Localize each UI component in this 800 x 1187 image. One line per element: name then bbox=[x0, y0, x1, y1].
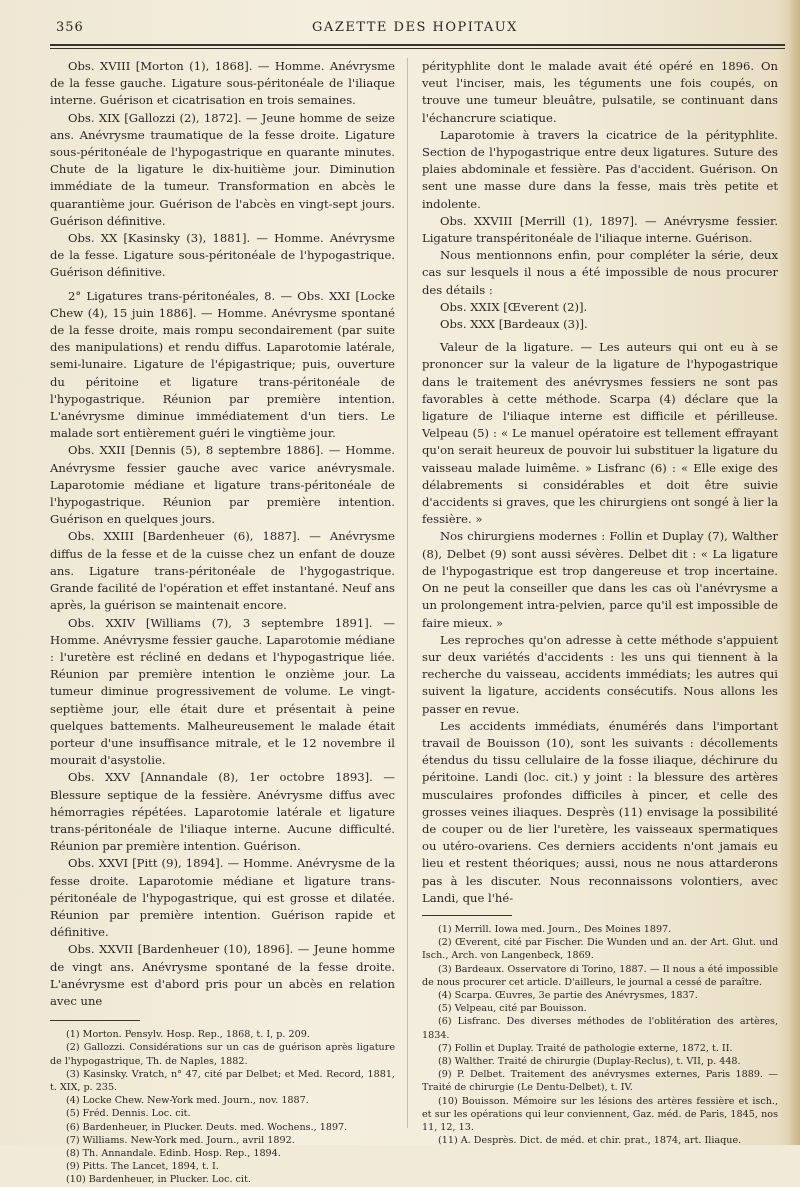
obs-xxiv: Obs. XXIV [Williams (7), 3 septembre 1891]. — Homme. Anévrysme fessier gauche. Laparotomie médiane : l'uretère est récliné en dedans et l'hypogastrique liée. Réunion par première intention le onzième jour. La tumeur diminue progressivement de volume. Le vingt-septième jour, elle était dure et présentait à peine quelques battements. Malheureusement le malade était porteur d'une insuffisance mitrale, et le 12 novembre il mourait d'asystolie. bbox=[50, 615, 395, 768]
footnote: (1) Morton. Pensylv. Hosp. Rep., 1868, t. I, p. 209. bbox=[66, 1029, 310, 1041]
footnote: (5) Fréd. Dennis. Loc. cit. bbox=[66, 1108, 191, 1120]
obs-xx: Obs. XX [Kasinsky (3), 1881]. — Homme. Anévrysme de la fesse. Ligature sous-péritonéale de l'hypogastrique. Guérison définitive. bbox=[50, 231, 395, 280]
footnote: (6) Bardenheuer, in Plucker. Deuts. med. Wochens., 1897. bbox=[66, 1121, 348, 1133]
page-number: 356 bbox=[56, 20, 84, 35]
footnote: (7) Follin et Duplay. Traité de pathologie externe, 1872, t. II. bbox=[438, 1042, 733, 1054]
footnote-rule bbox=[50, 1020, 140, 1021]
header-rule-thin bbox=[50, 48, 785, 49]
footnote: (4) Scarpa. Œuvres, 3e partie des Anévrysmes, 1837. bbox=[438, 989, 698, 1001]
valeur-de-la-ligature: Valeur de la ligature. — Les auteurs qui ont eu à se prononcer sur la valeur de la ligature de l'hypogastrique dans le traitement des anévrysmes fessiers ne sont pas favorables à cette méthode. Scarpa (4) déclare que la ligature de l'iliaque interne est difficile et périlleuse. Velpeau (5) : « Le manuel opératoire est tellement effrayant qu'on serait heureux de pouvoir lui substituer la ligature du vaisseau malade luimême. » Lisfranc (6) : « Elle exige des délabrements si considérables et doit être suivie d'accidents si graves, que les chirurgiens ont songé à lier la fessière. » bbox=[422, 340, 778, 527]
footnote: (3) Bardeaux. Osservatore di Torino, 1887. — Il nous a été impossible de nous procurer cet article. D'ailleurs, le journal a cessé de paraître. bbox=[422, 963, 778, 988]
obs-xxii: Obs. XXII [Dennis (5), 8 septembre 1886]. — Homme. Anévrysme fessier gauche avec varice anévrysmale. Laparotomie médiane et ligature trans-péritonéale de l'hypogastrique. Réunion par première intention. Guérison en quelques jours. bbox=[50, 443, 395, 527]
footnote: (2) Gallozzi. Considérations sur un cas de guérison après ligature de l'hypogastrique, Th. de Naples, 1882. bbox=[50, 1042, 395, 1067]
footnote: (4) Locke Chew. New-York med. Journ., nov. 1887. bbox=[66, 1095, 309, 1107]
footnote: (10) Bardenheuer, in Plucker. Loc. cit. bbox=[66, 1174, 251, 1186]
footnote: (2) Œverent, cité par Fischer. Die Wunden und an. der Art. Glut. und Isch., Arch. von Langenbeck, 1869. bbox=[422, 937, 778, 962]
right-column bbox=[422, 58, 778, 1147]
footnote: (1) Merrill. Iowa med. Journ., Des Moines 1897. bbox=[438, 923, 672, 935]
modern-surgeons-paragraph: Nos chirurgiens modernes : Follin et Duplay (7), Walther (8), Delbet (9) sont aussi sévères. Delbet dit : « La ligature de l'hypogastrique est trop dangereuse et trop incertaine. On ne peut la conseiller que dans les cas où l'anévrysme a un prolongement intra-pelvien, parce qu'il est impossible de faire mieux. » bbox=[422, 529, 778, 630]
footnote: (8) Th. Annandale. Edinb. Hosp. Rep., 1894. bbox=[66, 1148, 281, 1159]
left-footnotes bbox=[50, 1028, 395, 1186]
footnote: (7) Williams. New-York med. Journ., avril 1892. bbox=[66, 1134, 295, 1146]
page-header bbox=[50, 18, 780, 40]
column-divider bbox=[407, 58, 408, 1128]
footnote: (5) Velpeau, cité par Bouisson. bbox=[438, 1003, 587, 1015]
obs-xxiii: Obs. XXIII [Bardenheuer (6), 1887]. — Anévrysme diffus de la fesse et de la cuisse chez un enfant de douze ans. Ligature trans-péritonéale de l'hygogastrique. Grande facilité de l'opération et effet instantané. Neuf ans après, la guérison se maintenait encore. bbox=[50, 529, 395, 613]
right-footnotes bbox=[422, 923, 778, 1147]
footnote: (9) Pitts. The Lancet, 1894, t. I. bbox=[66, 1161, 219, 1173]
obs-xxx: Obs. XXX [Bardeaux (3)]. bbox=[440, 317, 588, 332]
footnote: (9) P. Delbet. Traitement des anévrysmes externes, Paris 1889. — Traité de chirurgie (Le Dentu-Delbet), t. IV. bbox=[422, 1069, 778, 1094]
footnote: (10) Bouisson. Mémoire sur les lésions des artères fessière et isch., et sur les opérations qui leur conviennent, Gaz. méd. de Paris, 1845, nos 11, 12, 13. bbox=[422, 1095, 778, 1133]
obs-xxviii: Obs. XXVIII [Merrill (1), 1897]. — Anévrysme fessier. Ligature transpéritonéale de l'iliaque interne. Guérison. bbox=[422, 213, 778, 246]
immediate-accidents-paragraph: Les accidents immédiats, énumérés dans l'important travail de Bouisson (10), sont les suivants : décollements étendus du tissu cellulaire de la fosse iliaque, déchirure du péritoine. Landi (loc. cit.) y joint : la blessure des artères musculaires profondes difficiles à pincer, et celle des grosses veines iliaques. Desprès (11) envisage la possibilité de couper ou de lier l'uretère, les vaisseaux spermatiques ou utéro-ovariens. Ces derniers accidents n'ont jamais eu lieu et restent théoriques; aussi, nous ne nous attarderons pas à les discuter. Nous reconnaissons volontiers, avec Landi, que l'hé- bbox=[422, 718, 778, 905]
obs-xxi: 2° Ligatures trans-péritonéales, 8. — Obs. XXI [Locke Chew (4), 15 juin 1886]. — Homme. Anévrysme spontané de la fesse droite, mais rompu secondairement (par suite des manipulations) et rendu diffus. Laparotomie latérale, semi-lunaire. Ligature de l'épigastrique; puis, ouverture du péritoine et ligature trans-péritonéale de l'hypogastrique. Réunion par première intention. L'anévrysme diminue immédiatement d'un tiers. Le malade sort entièrement guéri le vingtième jour. bbox=[50, 288, 395, 441]
left-column bbox=[50, 58, 395, 1187]
obs-xxvii-operation: Laparotomie à travers la cicatrice de la pérityphlite. Section de l'hypogastrique entre deux ligatures. Suture des plaies abdominale et fessière. Pas d'accident. Guérison. On sent une masse dure dans la fesse, mais très petite et indolente. bbox=[422, 127, 778, 211]
header-rule-thick bbox=[50, 44, 785, 46]
footnote-rule bbox=[422, 915, 512, 916]
footnote: (3) Kasinsky. Vratch, n° 47, cité par Delbet; et Med. Record, 1881, t. XIX, p. 235. bbox=[50, 1068, 395, 1093]
reproaches-paragraph: Les reproches qu'on adresse à cette méthode s'appuient sur deux variétés d'accidents : les uns qui tiennent à la recherche du vaisseau, accidents immédiats; les autres qui suivent la ligature, accidents consécutifs. Nous allons les passer en revue. bbox=[422, 632, 778, 716]
obs-xxvi: Obs. XXVI [Pitt (9), 1894]. — Homme. Anévrysme de la fesse droite. Laparotomie médiane et ligature trans-péritonéale de l'hypogastrique, qui est grosse et dilatée. Réunion par première intention. Guérison rapide et définitive. bbox=[50, 856, 395, 940]
footnote: (6) Lisfranc. Des diverses méthodes de l'oblitération des artères, 1834. bbox=[422, 1016, 778, 1041]
running-title: GAZETTE DES HOPITAUX bbox=[312, 20, 518, 35]
footnote: (8) Walther. Traité de chirurgie (Duplay-Reclus), t. VII, p. 448. bbox=[438, 1055, 741, 1067]
obs-xxix: Obs. XXIX [Œverent (2)]. bbox=[440, 299, 588, 314]
page-edge-shadow bbox=[788, 0, 800, 1145]
obs-xviii: Obs. XVIII [Morton (1), 1868]. — Homme. Anévrysme de la fesse gauche. Ligature sous-péritonéale de l'iliaque interne. Guérison et cicatrisation en trois semaines. bbox=[50, 59, 395, 108]
obs-xxvii-continued: pérityphlite dont le malade avait été opéré en 1896. On veut l'inciser, mais, les téguments une fois coupés, on trouve une tumeur bleuâtre, pulsatile, se continuant dans l'échancrure sciatique. bbox=[422, 59, 778, 125]
obs-xix: Obs. XIX [Gallozzi (2), 1872]. — Jeune homme de seize ans. Anévrysme traumatique de la fesse droite. Ligature sous-péritonéale de l'hypogastrique en quarante minutes. Chute de la ligature le dix-huitième jour. Diminution immédiate de la tumeur. Transformation en abcès le quarantième jour. Guérison de l'abcès en vingt-sept jours. Guérison définitive. bbox=[50, 110, 395, 228]
series-note: Nous mentionnons enfin, pour compléter la série, deux cas sur lesquels il nous a été impossible de nous procurer des détails : bbox=[422, 248, 778, 297]
obs-xxvii: Obs. XXVII [Bardenheuer (10), 1896]. — Jeune homme de vingt ans. Anévrysme spontané de la fesse droite. L'anévrysme est d'abord pris pour un abcès en relation avec une bbox=[50, 942, 395, 1008]
obs-xxv: Obs. XXV [Annandale (8), 1er octobre 1893]. — Blessure septique de la fessière. Anévrysme diffus avec hémorragies répétées. Laparotomie latérale et ligature trans-péritonéale de l'iliaque interne. Aucune difficulté. Réunion par première intention. Guérison. bbox=[50, 770, 395, 854]
footnote: (11) A. Desprès. Dict. de méd. et chir. prat., 1874, art. Iliaque. bbox=[438, 1135, 742, 1147]
